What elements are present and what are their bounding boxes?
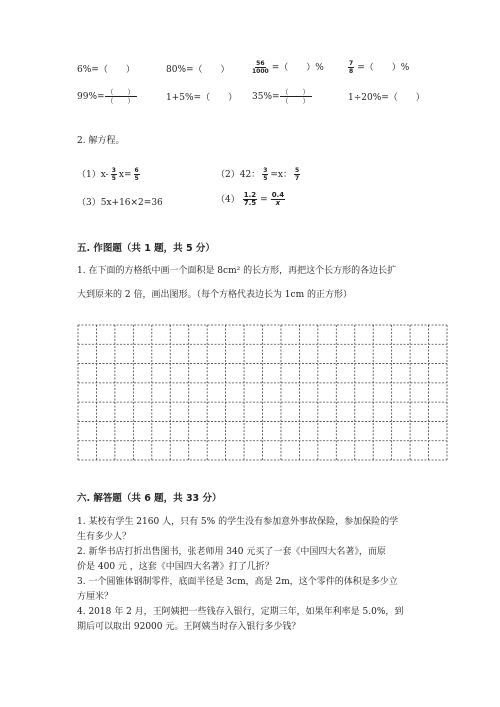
- question-line: 3. 一个圆锥体钢制零件，底面半径是 3cm，高是 2m，这个零件的体积是多少立: [77, 577, 398, 587]
- calc-item-2: 80%=（ ）: [166, 65, 230, 75]
- question-line: 生有多少人？: [77, 532, 132, 542]
- calc-item-3: $\frac{56}{1000}$ =（ ）%: [252, 60, 324, 75]
- question-line: 价是 400 元 ，这套《中国四大名著》打了几折？: [77, 562, 274, 572]
- calc-item-8: 1÷20%=（ ）: [348, 93, 425, 103]
- calc-item-4: $\frac{7}{8}$ =（ ）%: [349, 60, 410, 75]
- fraction: $\frac{3}{5}$: [111, 167, 116, 182]
- section-title: 2. 解方程。: [77, 136, 125, 146]
- equation-3: （3）5x+16×2=36: [77, 198, 163, 208]
- fraction: $\frac{3}{5}$: [263, 167, 268, 182]
- fraction: $\frac{5}{7}$: [295, 167, 300, 182]
- equation-2: （2）42： $\frac{3}{5}$ =x： $\frac{5}{7}$: [216, 167, 300, 182]
- question-line: 2. 新华书店打折出售图书，张老师用 340 元买了一套《中国四大名著》，而原: [77, 547, 386, 557]
- fraction: $\frac{7}{8}$: [349, 60, 354, 75]
- fraction-blank: $\frac{( )}{( )}$: [106, 88, 135, 105]
- question-line: 方厘米？: [77, 592, 114, 602]
- question-text: 1. 在下面的方格纸中画一个面积是 8cm² 的长方形，再把这个长方形的各边长扩: [77, 266, 397, 276]
- section-heading: 五. 作图题（共 1 题，共 5 分）: [77, 243, 215, 254]
- section-heading: 六. 解答题（共 6 题，共 33 分）: [77, 493, 222, 504]
- equation-1: （1）x- $\frac{3}{5}$ x= $\frac{6}{5}$: [77, 167, 139, 182]
- calc-item-5: 99%= $\frac{( )}{( )}$: [77, 88, 135, 105]
- equation-4: （4） $\frac{1.2}{7.5}$ = $\frac{0.4}{x}$: [216, 191, 285, 207]
- fraction: $\frac{6}{5}$: [134, 167, 139, 182]
- fraction: $\frac{56}{1000}$: [252, 60, 269, 75]
- grid-paper[interactable]: [77, 324, 448, 461]
- question-line: 期后可以取出 92000 元。王阿姨当时存入银行多少钱？: [77, 622, 301, 632]
- fraction: $\frac{0.4}{x}$: [271, 191, 285, 207]
- question-text: 大到原来的 2 倍，画出图形。（每个方格代表边长为 1cm 的正方形）: [77, 290, 352, 300]
- question-line: 1. 某校有学生 2160 人，只有 5% 的学生没有参加意外事故保险，参加保险的学: [77, 517, 399, 527]
- question-line: 4. 2018 年 2 月，王阿姨把一些钱存入银行，定期三年，如果年利率是 5.0%，到: [77, 607, 404, 617]
- calc-item-6: 1+5%=（ ）: [166, 93, 238, 103]
- fraction-blank: $\frac{( )}{( )}$: [281, 88, 310, 105]
- calc-item-7: 35%= $\frac{( )}{( )}$: [252, 88, 310, 105]
- fraction: $\frac{1.2}{7.5}$: [243, 191, 257, 207]
- calc-item-1: 6%=（ ）: [77, 65, 135, 75]
- grid-svg: [77, 324, 448, 461]
